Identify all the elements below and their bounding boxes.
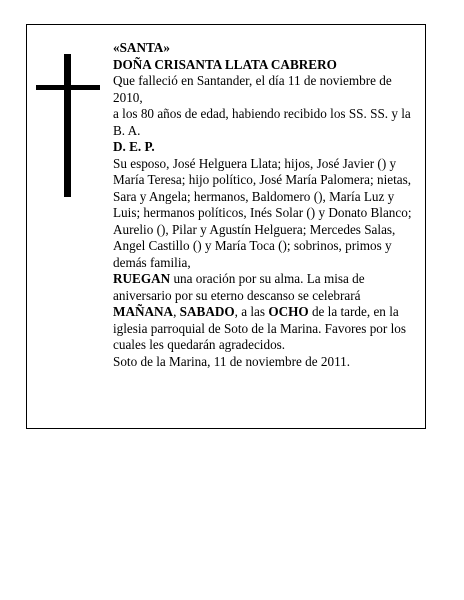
request-hour: OCHO (268, 304, 309, 319)
request-paragraph (113, 271, 421, 354)
request-text-2: , a las (234, 304, 269, 319)
death-line: Que falleció en Santander, el día 11 de noviembre de 2010, (113, 73, 392, 105)
obituary-text (113, 40, 421, 370)
request-day: MAÑANA (113, 304, 174, 319)
dep-line: D. E. P. (113, 139, 155, 154)
request-weekday: SABADO (179, 304, 235, 319)
cross-icon (36, 54, 100, 197)
family-paragraph: Su esposo, José Helguera Llata; hijos, José Javier () y María Teresa; hijo político, José María Palomera; nietas, Sara y Angela; hermanos, Baldomero (), María Luz y Luis; hermanos políticos, Inés Solar () y Donato Blanco; Aurelio (), Pilar y Agustín Helguera; Mercedes Salas, Angel Castillo () y María Toca (); sobrinos, primos y demás familia, (113, 155, 412, 270)
request-text-1: una oración por su alma. La misa de aniversario por su eterno descanso se celebrará (113, 271, 365, 303)
age-line: a los 80 años de edad, habiendo recibido los SS. SS. y la B. A. (113, 106, 411, 138)
request-comma: , (173, 304, 180, 319)
closing-line: Soto de la Marina, 11 de noviembre de 2011. (113, 353, 351, 369)
title-label: «SANTA» (113, 40, 170, 55)
deceased-name: DOÑA CRISANTA LLATA CABRERO (113, 56, 337, 72)
request-text-3: de la tarde, en la iglesia parroquial de Soto de la Marina. Favores por los cuales les quedarán agradecidos. (113, 304, 406, 352)
cross-vertical-bar (64, 54, 71, 197)
cross-horizontal-bar (36, 85, 100, 90)
request-verb: RUEGAN (113, 271, 171, 286)
